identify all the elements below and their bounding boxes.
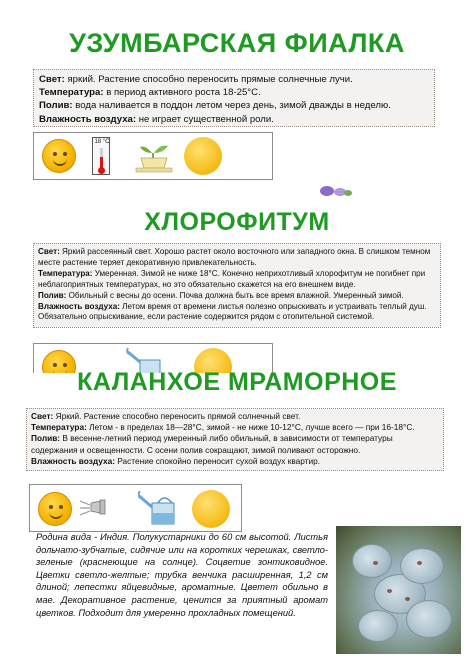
- care-line-temperature: Температура: в период активного роста 18-25°С.: [39, 87, 261, 99]
- care-line-light: Свет: Яркий рассеянный свет. Хорошо растет около восточного или западного окна. В слишком темном месте растение теряет декоративную привлекательность.: [38, 247, 431, 267]
- kalanchoe-photo: [336, 526, 461, 654]
- care-line-watering: Полив: В весенне-летний период умеренный либо обильный, в зависимости от температуры содержания и освещенности. С осени полив сокращают, зимой поливают осторожно.: [31, 433, 393, 455]
- leaf-shape: [352, 544, 392, 578]
- care-line-humidity: Влажность воздуха: не играет существенной роли.: [39, 113, 274, 125]
- care-line-humidity: Влажность воздуха: Летом время от времени листья полезно опрыскивать и устраивать теплый душ. Обязательно опрыскивание, если растение содержится рядом с отопительной системой.: [38, 301, 427, 322]
- thermometer-icon: 18 °C: [92, 137, 110, 175]
- care-line-temperature: Температура: Летом - в пределах 18—28°С, зимой - не ниже 10-12°С, лучше всего — при 16-18°С.: [31, 422, 415, 433]
- leaf-shape: [400, 548, 444, 584]
- section-title-chlorophytum: ХЛОРОФИТУМ: [144, 208, 330, 236]
- care-icons-row-uzambara-violet: [33, 132, 273, 180]
- sun-face-icon: [42, 139, 76, 173]
- sun-face-icon: [38, 492, 72, 526]
- care-line-watering: Полив: Обильный с весны до осени. Почва должна быть все время влажной. Умеренный зимой.: [38, 290, 404, 300]
- sun-icon: [184, 137, 222, 175]
- section-title-kalanchoe-marmorata: КАЛАНХОЕ МРАМОРНОЕ: [77, 368, 397, 396]
- sun-icon: [192, 490, 230, 528]
- section-title-uzambara-violet: УЗУМБАРСКАЯ ФИАЛКА: [69, 28, 405, 58]
- leaf-shape: [406, 600, 452, 638]
- leaf-shape: [358, 610, 398, 642]
- kalanchoe-description: Родина вида - Индия. Полукустарники до 60 см высотой. Листья дольчато-зубчатые, сидячие или на коротких черешках, светло-зеленые (краснеющие на солнце). Соцветие зонтиковидное. Цветки светло-желтые; трубка венчика расширенная, 1,2 см длиной; лепестки яйцевидные, ароматные. Цветет обильно в мае. Декоративное растение, ценится за приятный аромат цветков. Подходит для умеренно прохладных помещений.: [36, 532, 328, 618]
- care-line-light: Свет: яркий. Растение способно переносить прямые солнечные лучи.: [39, 74, 353, 85]
- seedling-pot-icon: [132, 139, 176, 175]
- care-line-temperature: Температура: Умеренная. Зимой не ниже 18°С. Конечно неприхотливый хлорофитум не погибнет при неблагоприятных температурах, но это обязательно скажется на его внешнем виде.: [38, 268, 426, 289]
- care-line-watering: Полив: вода наливается в поддон летом через день, зимой дважды в неделю.: [39, 100, 391, 112]
- care-icons-row-kalanchoe-marmorata: [29, 484, 242, 532]
- watering-can-icon: [138, 491, 178, 527]
- care-info-box-kalanchoe-marmorata: [26, 408, 444, 471]
- care-info-box-uzambara-violet: [33, 69, 435, 127]
- care-info-box-chlorophytum: [33, 243, 441, 328]
- care-line-humidity: Влажность воздуха: Растение спокойно переносит сухой воздух квартир.: [31, 455, 321, 466]
- spray-bottle-icon: [78, 495, 106, 521]
- flower-image-fragment: [318, 183, 352, 197]
- care-line-light: Свет: Яркий. Растение способно переносить прямой солнечный свет.: [31, 411, 301, 421]
